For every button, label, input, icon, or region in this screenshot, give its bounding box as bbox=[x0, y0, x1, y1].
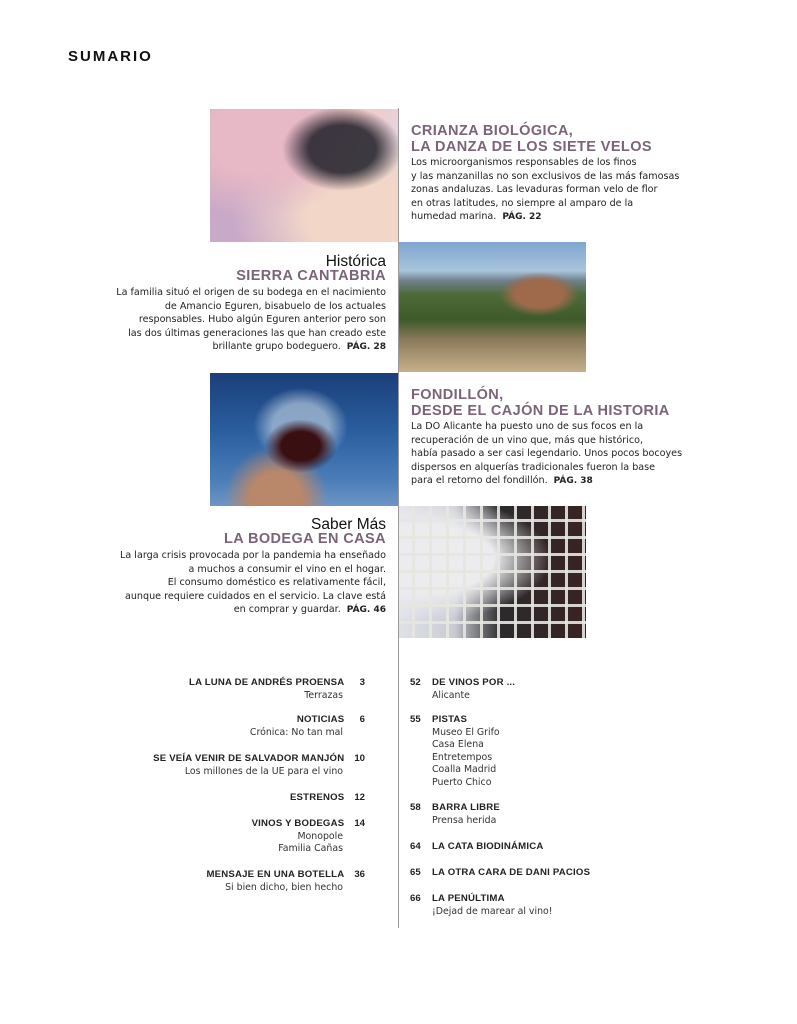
summary-line: y las manzanillas no son exclusivos de las más famosas bbox=[411, 170, 680, 182]
vineyard-photo bbox=[399, 242, 586, 372]
page-reference[interactable]: PÁG. 22 bbox=[502, 212, 542, 223]
toc-subtitle: Los millones de la UE para el vino bbox=[184, 765, 343, 777]
toc-title: NOTICIAS bbox=[296, 714, 345, 725]
page-reference[interactable]: PÁG. 38 bbox=[553, 476, 593, 487]
toc-entry[interactable] bbox=[410, 867, 590, 880]
toc-page-number: 6 bbox=[359, 714, 365, 725]
page-title: SUMARIO bbox=[68, 48, 153, 65]
page-reference[interactable]: PÁG. 46 bbox=[346, 605, 386, 616]
toc-entry[interactable] bbox=[252, 818, 365, 856]
veil-of-flor-photo bbox=[210, 109, 399, 242]
summary-line: en comprar y guardar. bbox=[233, 604, 341, 616]
toc-page-number: 14 bbox=[354, 818, 365, 829]
feature-title-line: DESDE EL CAJÓN DE LA HISTORIA bbox=[411, 403, 670, 419]
toc-page-number: 52 bbox=[410, 677, 421, 688]
toc-subtitle: Puerto Chico bbox=[432, 776, 492, 788]
toc-entry[interactable] bbox=[410, 802, 500, 827]
feature-title-line: LA BODEGA EN CASA bbox=[223, 531, 386, 547]
toc-title: MENSAJE EN UNA BOTELLA bbox=[206, 869, 345, 880]
summary-line: las dos últimas generaciones las que han creado este bbox=[128, 327, 386, 339]
column-divider bbox=[398, 108, 399, 928]
feature-title-line: LA DANZA DE LOS SIETE VELOS bbox=[411, 139, 652, 155]
feature-title-line: CRIANZA BIOLÓGICA, bbox=[411, 123, 574, 139]
toc-entry[interactable] bbox=[250, 714, 365, 739]
toc-entry[interactable] bbox=[206, 869, 365, 894]
feature-title-line: FONDILLÓN, bbox=[411, 387, 504, 403]
summary-line: recuperación de un vino que, más que histórico, bbox=[411, 434, 644, 446]
summary-line: de Amancio Eguren, bisabuelo de los actuales bbox=[164, 300, 386, 312]
toc-entry[interactable] bbox=[410, 677, 515, 702]
toc-page-number: 58 bbox=[410, 802, 421, 813]
toc-subtitle: Coalla Madrid bbox=[432, 764, 497, 775]
summary-line: en otras latitudes, no siempre al amparo de la bbox=[411, 197, 634, 209]
toc-page-number: 65 bbox=[410, 867, 421, 878]
toc-subtitle: Alicante bbox=[432, 689, 470, 701]
toc-title: LA PENÚLTIMA bbox=[432, 893, 505, 904]
toc-page-number: 36 bbox=[354, 869, 365, 880]
toc-subtitle: ¡Dejad de marear al vino! bbox=[432, 905, 553, 917]
toc-subtitle: Monopole bbox=[297, 830, 343, 842]
summary-line: La larga crisis provocada por la pandemia ha enseñado bbox=[120, 550, 386, 561]
toc-page-number: 3 bbox=[359, 677, 365, 688]
toc-page-number: 64 bbox=[410, 841, 421, 852]
toc-entry[interactable] bbox=[410, 714, 500, 789]
feature-4-summary bbox=[80, 549, 386, 618]
feature-4-kicker: Saber Más bbox=[311, 516, 386, 533]
feature-2-kicker: Histórica bbox=[325, 253, 386, 270]
feature-2-title[interactable] bbox=[150, 268, 386, 284]
summary-line: responsables. Hubo algún Eguren anterior pero son bbox=[138, 314, 386, 326]
summary-line: La familia situó el origen de su bodega en el nacimiento bbox=[116, 287, 386, 298]
summary-line: Los microorganismos responsables de los finos bbox=[411, 157, 637, 168]
toc-page-number: 55 bbox=[410, 714, 421, 725]
feature-3-title[interactable] bbox=[411, 387, 741, 419]
toc-subtitle: Casa Elena bbox=[432, 739, 484, 750]
toc-title: VINOS Y BODEGAS bbox=[251, 818, 345, 829]
toc-subtitle: Prensa herida bbox=[432, 814, 497, 826]
summary-line: para el retorno del fondillón. bbox=[411, 475, 548, 487]
toc-entry[interactable] bbox=[410, 841, 543, 854]
wine-rack-photo bbox=[398, 506, 586, 638]
toc-title: LA LUNA DE ANDRÉS PROENSA bbox=[189, 677, 345, 688]
toc-subtitle: Crónica: No tan mal bbox=[249, 726, 343, 738]
summary-line: dispersos en alquerías tradicionales fueron la base bbox=[411, 461, 656, 473]
toc-title: ESTRENOS bbox=[289, 792, 345, 803]
feature-4-title[interactable] bbox=[150, 531, 386, 547]
toc-title: LA OTRA CARA DE DANI PACIOS bbox=[432, 867, 591, 878]
toc-entry[interactable] bbox=[290, 792, 365, 805]
toc-subtitle: Terrazas bbox=[304, 689, 343, 701]
toc-subtitle: Familia Cañas bbox=[278, 843, 343, 854]
wine-glass-photo bbox=[210, 373, 399, 506]
feature-1-title[interactable] bbox=[411, 123, 741, 155]
toc-entry[interactable] bbox=[153, 753, 365, 778]
toc-page-number: 66 bbox=[410, 893, 421, 904]
summary-line: brillante grupo bodeguero. bbox=[212, 341, 341, 353]
toc-title: BARRA LIBRE bbox=[432, 802, 500, 813]
feature-1-summary bbox=[411, 156, 711, 225]
feature-3-summary bbox=[411, 420, 711, 489]
page-reference[interactable]: PÁG. 28 bbox=[346, 342, 386, 353]
toc-title: SE VEÍA VENIR DE SALVADOR MANJÓN bbox=[153, 753, 345, 764]
toc-title: LA CATA BIODINÁMICA bbox=[432, 841, 544, 852]
summary-line: La DO Alicante ha puesto uno de sus focos en la bbox=[411, 421, 644, 432]
toc-entry[interactable] bbox=[189, 677, 365, 702]
toc-subtitle: Si bien dicho, bien hecho bbox=[225, 881, 343, 893]
toc-entry[interactable] bbox=[410, 893, 553, 918]
toc-page-number: 10 bbox=[354, 753, 365, 764]
feature-title-line: SIERRA CANTABRIA bbox=[236, 268, 386, 284]
toc-title: DE VINOS POR ... bbox=[432, 677, 516, 688]
summary-line: zonas andaluzas. Las levaduras forman velo de flor bbox=[411, 184, 658, 196]
toc-subtitle: Museo El Grifo bbox=[432, 726, 500, 738]
summary-line: aunque requiere cuidados en el servicio. La clave está bbox=[124, 590, 386, 602]
toc-subtitle: Entretempos bbox=[432, 751, 493, 763]
feature-2-summary bbox=[80, 286, 386, 355]
toc-title: PISTAS bbox=[432, 714, 468, 725]
summary-line: El consumo doméstico es relativamente fácil, bbox=[167, 577, 386, 589]
summary-line: a muchos a consumir el vino en el hogar. bbox=[188, 563, 386, 575]
summary-line: había pasado a ser casi legendario. Unos pocos bocoyes bbox=[411, 448, 683, 460]
toc-page-number: 12 bbox=[354, 792, 365, 803]
summary-line: humedad marina. bbox=[411, 211, 497, 223]
